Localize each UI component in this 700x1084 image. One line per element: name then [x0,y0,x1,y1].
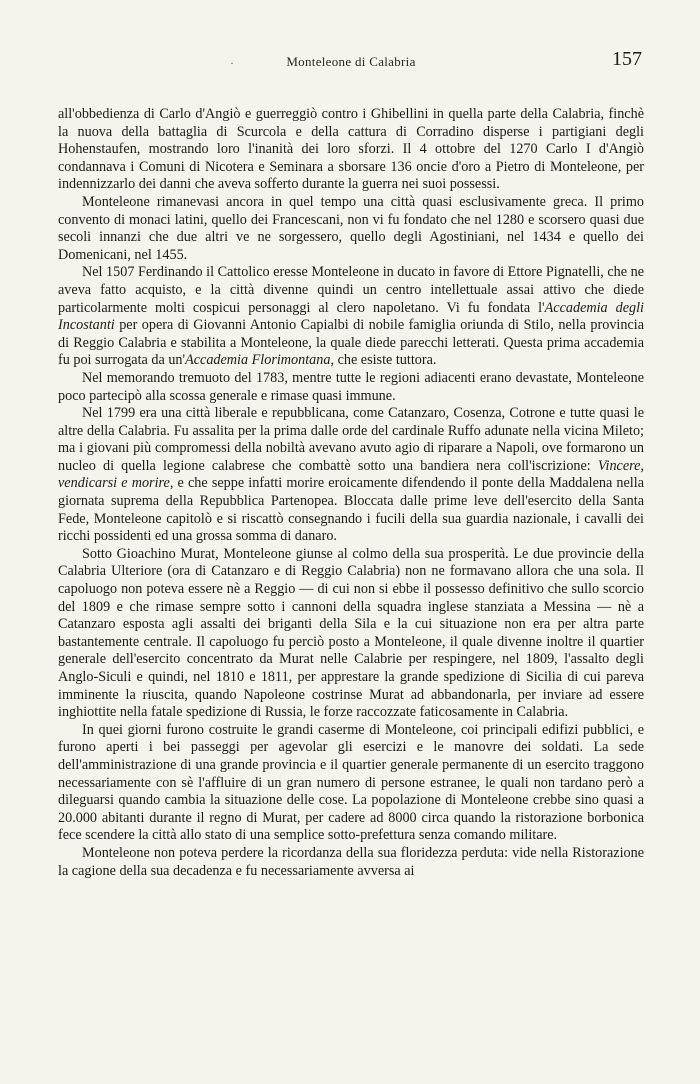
text-run: , che esiste tuttora. [330,352,437,369]
text-run: Nel memorando tremuoto del 1783, mentre tutte le regioni adiacenti erano devastate, Monteleone poco partecipò alla scossa generale e rimase quasi immune. [58,369,644,404]
text-run: all'obbedienza di Carlo d'Angiò e guerreggiò contro i Ghibellini in quella parte della Calabria, finchè la nuova della battaglia di Scurcola e della cattura di Corradino disperse i partigiani degli Hohenstaufen, mostrando loro l'inanità dei loro sforzi. Il 4 ottobre del 1270 Carlo I d'Angiò condannava i Comuni di Nicotera e Seminara a sborsare 136 oncie d'oro a Pietro di Monteleone, per indennizzarlo dei danni che aveva sofferto durante la guerra nei suoi possessi. [58,106,644,193]
paragraph [58,370,644,405]
paragraph [58,546,644,722]
paragraph [58,405,644,546]
running-title: Monteleone di Calabria [286,54,416,69]
paragraph [58,722,644,845]
paragraph [58,194,644,264]
header-dot: · [230,56,234,70]
text-run: In quei giorni furono costruite le grandi caserme di Monteleone, coi principali edifizi pubblici, e furono aperti i bei passeggi per agevolar gli esercizi e le manovre dei soldati. La sede dell'amministrazione di una grande provincia e il quartier generale permanente di un esercito traggono necessariamente con sè l'affluire di un gran numero di persone estranee, le quali non tardano però a dileguarsi quando cambia la situazione delle cose. La popolazione di Monteleone crebbe sino quasi a 20.000 abitanti durante il regno di Murat, per cadere ad 8000 circa quando la ristorazione borbonica fece scendere la città allo stato di una semplice sotto-prefettura senza comando militare. [58,721,644,844]
text-run: Monteleone rimanevasi ancora in quel tempo una città quasi esclusivamente greca. Il primo convento di monaci latini, quello dei Francescani, non vi fu fondato che nel 1280 e scorsero quasi due secoli innanzi che due altri ve ne sorgessero, quello degli Agostiniani, nel 1434 e quello dei Domenicani, nel 1455. [58,193,644,263]
page-number: 157 [612,48,642,70]
paragraph [58,106,644,194]
page-header [58,48,644,78]
text-run: Monteleone non poteva perdere la ricordanza della sua floridezza perduta: vide nella Ristorazione la cagione della sua decadenza e fu necessariamente avversa ai [58,844,644,879]
paragraph [58,845,644,880]
text-run: Nel 1507 Ferdinando il Cattolico eresse Monteleone in ducato in favore di Ettore Pignatelli, che ne aveva fatto acquisto, e la città divenne quindi un centro intellettuale assai attivo che diede particolarmente molti cospicui personaggi al clero napoletano. Vi fu fondata l' [58,264,644,316]
paragraph [58,264,644,370]
text-run: Nel 1799 era una città liberale e repubblicana, come Catanzaro, Cosenza, Cotrone e tutte quasi le altre della Calabria. Fu assalita per la prima dalle orde del cardinale Ruffo adunate nella vicina Mileto; ma i giovani più compromessi della nobiltà avevano avuto agio di riparare a Napoli, ove formarono un nucleo di quella legione calabrese che combattè sotto una bandiera nera coll'iscrizione: [58,405,644,474]
italic-text: Accademia Florimontana [185,352,331,369]
italic-text: Accademia degli Incostanti [58,299,644,334]
body-text [58,106,644,880]
text-run: per opera di Giovanni Antonio Capialbi di nobile famiglia oriunda di Stilo, nella provincia di Reggio Calabria e stabilita a Monteleone, la quale diede parecchi letterati. Questa prima accademia fu poi surrogata da un' [58,317,644,369]
text-run: , e che seppe infatti morire eroicamente difendendo il ponte della Maddalena nella giornata suprema della Repubblica Partenopea. Bloccata dalle prime leve dell'esercito della Santa Fede, Monteleone capitolò e si riscattò consegnando i fucili della sua guardia nazionale, i cavalli dei ricchi possidenti ed una grossa somma di danaro. [58,475,644,545]
text-run: Sotto Gioachino Murat, Monteleone giunse al colmo della sua prosperità. Le due provincie della Calabria Ulteriore (ora di Catanzaro e di Reggio Calabria) non ne formavano allora che una sola. Il capoluogo non poteva essere nè a Reggio — di cui non si ebbe il possesso definitivo che sullo scorcio del 1809 e che rimase sempre sotto i cannoni della squadra inglese stanziata a Messina — nè a Catanzaro esposta agli assalti dei briganti della Sila e la cui situazione non era per altra parte bastantemente centrale. Il capoluogo fu perciò posto a Monteleone, il quale divenne inoltre il quartier generale dell'esercito concentrato da Murat nelle Calabrie per respingere, nel 1809, l'assalto degli Anglo-Siculi e quindi, nel 1810 e 1811, per apprestare la grande spedizione di Sicilia di cui pareva imminente la riuscita, quando Napoleone costrinse Murat ad abbandonarla, per inviare ad essere inghiottite nella fatale spedizione di Russia, le forze raccozzate faticosamente in Calabria. [58,545,644,721]
italic-text: Vincere, vendicarsi e morire [58,457,644,492]
